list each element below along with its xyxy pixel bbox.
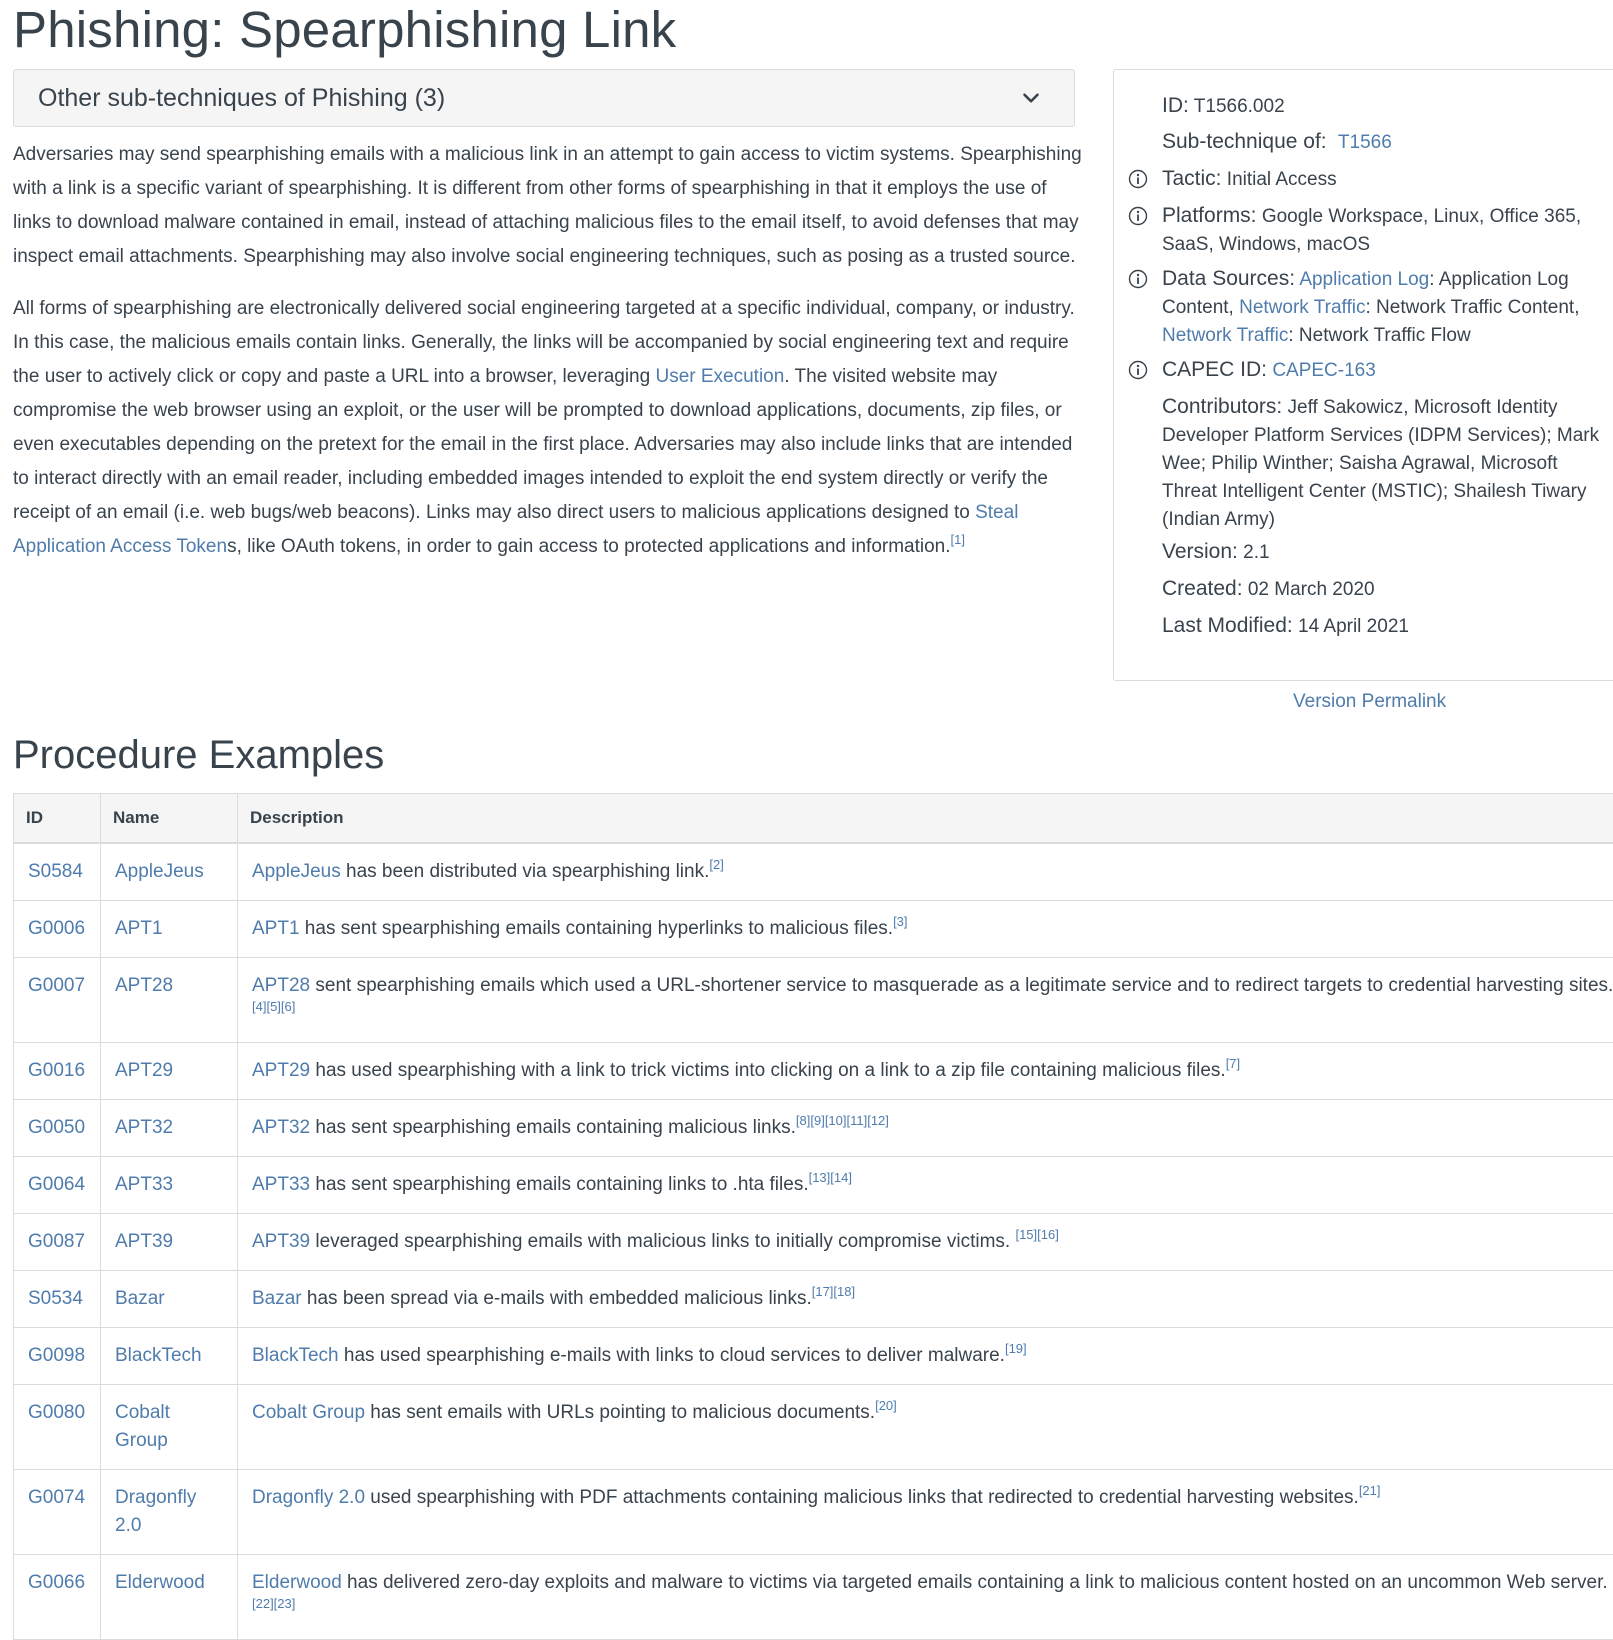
procedure-examples-heading: Procedure Examples [13, 733, 384, 778]
procedure-desc-text: has used spearphishing e-mails with links to cloud services to deliver malware. [339, 1345, 1005, 1366]
reference-link[interactable]: [2] [709, 857, 723, 872]
procedure-id-link[interactable]: S0584 [28, 861, 83, 882]
procedure-id-link[interactable]: G0098 [28, 1345, 85, 1366]
procedure-description-cell [238, 1470, 1613, 1555]
card-data-sources-row [1162, 265, 1602, 350]
table-row [14, 1328, 1613, 1385]
table-row [14, 1100, 1613, 1157]
steal-app-access-token-link[interactable]: Steal Application Access Token [13, 502, 1018, 557]
card-modified-row [1162, 612, 1602, 641]
procedure-description-cell [238, 1100, 1613, 1157]
card-version-value: 2.1 [1243, 542, 1269, 563]
chevron-down-icon [1018, 85, 1044, 111]
card-created-row [1162, 575, 1602, 604]
reference-link[interactable]: [20] [875, 1398, 897, 1413]
procedure-desc-link[interactable]: APT1 [252, 918, 300, 939]
procedure-id-cell [14, 1385, 101, 1470]
card-contributors-value: Jeff Sakowicz, Microsoft Identity Developer Platform Services (IDPM Services); Mark Wee; Philip Winther; Saisha Agrawal, Microsoft Threat Intelligent Center (MSTIC); Shailesh Tiwary (Indian Army) [1162, 397, 1599, 530]
card-capec-row [1162, 356, 1602, 385]
procedure-id-cell [14, 1100, 101, 1157]
procedure-name-link[interactable]: BlackTech [115, 1345, 202, 1366]
procedure-description-cell [238, 1385, 1613, 1470]
card-platforms-label: Platforms: [1162, 204, 1257, 227]
procedure-name-cell [101, 843, 238, 901]
table-row [14, 843, 1613, 901]
procedure-id-cell [14, 1470, 101, 1555]
data-source-link[interactable]: Application Log [1299, 269, 1429, 290]
procedure-name-cell [101, 1555, 238, 1640]
procedure-desc-link[interactable]: APT29 [252, 1060, 310, 1081]
parent-technique-link[interactable]: T1566 [1338, 132, 1392, 153]
procedure-name-cell [101, 1214, 238, 1271]
table-row [14, 1214, 1613, 1271]
procedure-name-cell [101, 958, 238, 1043]
card-version-label: Version: [1162, 540, 1238, 563]
card-tactic-value: Initial Access [1227, 169, 1337, 190]
other-subtechniques-label: Other sub-techniques of Phishing (3) [38, 84, 445, 113]
card-created-label: Created: [1162, 577, 1243, 600]
procedure-name-link[interactable]: Bazar [115, 1288, 165, 1309]
procedure-description-cell [238, 1157, 1613, 1214]
page-title: Phishing: Spearphishing Link [13, 0, 676, 59]
procedure-id-link[interactable]: G0050 [28, 1117, 85, 1138]
table-row [14, 1385, 1613, 1470]
user-execution-link[interactable]: User Execution [655, 366, 784, 387]
procedure-desc-link[interactable]: Cobalt Group [252, 1402, 365, 1423]
column-header-id[interactable]: ID [14, 794, 101, 844]
procedure-desc-text: has sent spearphishing emails containing hyperlinks to malicious files. [300, 918, 894, 939]
data-source-component: : Application Log Content, [1162, 269, 1569, 318]
procedure-desc-link[interactable]: AppleJeus [252, 861, 341, 882]
card-contributors-label: Contributors: [1162, 395, 1282, 418]
description-text: All forms of spearphishing are electronically delivered social engineering targeted at a specific individual, company, or industry. In this case, the malicious emails contain links. Generally, the links will be accompanied by social engineering text and require the user to actively click or copy and paste a URL into a browser, leveraging [13, 298, 1075, 387]
table-row [14, 1043, 1613, 1100]
procedure-name-link[interactable]: APT29 [115, 1060, 173, 1081]
procedure-desc-link[interactable]: APT32 [252, 1117, 310, 1138]
procedure-desc-text: has been distributed via spearphishing link. [341, 861, 710, 882]
procedure-name-cell [101, 1100, 238, 1157]
procedure-name-cell [101, 1271, 238, 1328]
column-header-description[interactable]: Description [238, 794, 1613, 844]
procedure-id-link[interactable]: G0074 [28, 1487, 85, 1508]
card-created-value: 02 March 2020 [1248, 579, 1375, 600]
procedure-desc-link[interactable]: APT39 [252, 1231, 310, 1252]
card-tactic-label: Tactic: [1162, 167, 1222, 190]
procedure-id-cell [14, 1555, 101, 1640]
capec-link[interactable]: CAPEC-163 [1272, 360, 1376, 381]
data-source-link[interactable]: Network Traffic [1239, 297, 1365, 318]
procedure-desc-link[interactable]: Bazar [252, 1288, 302, 1309]
reference-link[interactable]: [15][16] [1015, 1227, 1058, 1242]
card-version-row [1162, 538, 1602, 567]
procedure-id-cell [14, 1214, 101, 1271]
card-subtechnique-row [1162, 128, 1602, 157]
procedure-name-cell [101, 1328, 238, 1385]
procedure-name-link[interactable]: APT28 [115, 975, 173, 996]
data-source-component: : Network Traffic Flow [1288, 325, 1470, 346]
card-contributors-row [1162, 393, 1602, 534]
info-icon[interactable] [1128, 360, 1148, 380]
card-id-label: ID: [1162, 94, 1189, 117]
procedure-id-cell [14, 1271, 101, 1328]
procedure-name-link[interactable]: APT39 [115, 1231, 173, 1252]
procedure-desc-link[interactable]: APT33 [252, 1174, 310, 1195]
column-header-name[interactable]: Name [101, 794, 238, 844]
reference-link[interactable]: [19] [1005, 1341, 1027, 1356]
table-header-row [14, 794, 1613, 844]
procedure-desc-text: sent spearphishing emails which used a URL-shortener service to masquerade as a legitimate service and to redirect targets to credential harvesting sites. [310, 975, 1613, 996]
procedure-id-link[interactable]: G0087 [28, 1231, 85, 1252]
procedure-desc-text: has been spread via e-mails with embedded malicious links. [302, 1288, 812, 1309]
procedure-desc-link[interactable]: Dragonfly 2.0 [252, 1487, 365, 1508]
procedure-name-link[interactable]: APT32 [115, 1117, 173, 1138]
procedure-desc-text: used spearphishing with PDF attachments containing malicious links that redirected to credential harvesting websites. [365, 1487, 1359, 1508]
description-paragraph-2 [13, 292, 1088, 564]
description-text: . The visited website may compromise the web browser using an exploit, or the user will be prompted to download applications, documents, zip files, or even executables depending on the pretext for the email in the first place. Adversaries may also include links that are intended to interact directly with an email reader, including embedded images intended to exploit the end system directly or verify the receipt of an email (i.e. web bugs/web beacons). Links may also direct users to malicious applications designed to [13, 366, 1072, 523]
data-source-link[interactable]: Network Traffic [1162, 325, 1288, 346]
procedure-id-cell [14, 1157, 101, 1214]
reference-link[interactable]: [21] [1359, 1483, 1381, 1498]
reference-link[interactable]: [3] [893, 914, 907, 929]
info-icon[interactable] [1128, 206, 1148, 226]
procedure-id-link[interactable]: G0007 [28, 975, 85, 996]
card-data-sources-label: Data Sources: [1162, 267, 1295, 290]
procedure-desc-text: has used spearphishing with a link to trick victims into clicking on a link to a zip file containing malicious files. [310, 1060, 1226, 1081]
procedure-name-link[interactable]: Elderwood [115, 1572, 205, 1593]
procedure-name-cell [101, 901, 238, 958]
info-icon[interactable] [1128, 269, 1148, 289]
procedure-description-cell [238, 1271, 1613, 1328]
reference-link[interactable]: [7] [1226, 1056, 1240, 1071]
procedure-id-link[interactable]: G0064 [28, 1174, 85, 1195]
procedure-id-link[interactable]: S0534 [28, 1288, 83, 1309]
table-row [14, 1470, 1613, 1555]
procedure-name-cell [101, 1157, 238, 1214]
card-id-row [1162, 92, 1602, 121]
procedure-desc-text: leveraged spearphishing emails with malicious links to initially compromise victims. [310, 1231, 1015, 1252]
table-row [14, 1555, 1613, 1640]
procedure-description-cell [238, 1043, 1613, 1100]
procedure-desc-text: has delivered zero-day exploits and malware to victims via targeted emails containing a link to malicious content hosted on an uncommon Web server. [342, 1572, 1608, 1593]
procedure-name-link[interactable]: Cobalt Group [115, 1402, 170, 1451]
procedure-id-cell [14, 843, 101, 901]
reference-link[interactable]: [13][14] [809, 1170, 852, 1185]
reference-link[interactable]: [1] [951, 532, 965, 547]
info-icon[interactable] [1128, 169, 1148, 189]
description-paragraph-1: Adversaries may send spearphishing emails with a malicious link in an attempt to gain access to victim systems. Spearphishing with a link is a specific variant of spearphishing. It is different from other forms of spearphishing in that it employs the use of links to download malware contained in email, instead of attaching malicious files to the email itself, to avoid defenses that may inspect email attachments. Spearphishing may also involve social engineering techniques, such as posing as a trusted source. [13, 138, 1088, 274]
procedure-description-cell [238, 843, 1613, 901]
procedure-id-cell [14, 958, 101, 1043]
card-subtechnique-label: Sub-technique of: [1162, 130, 1327, 153]
table-row [14, 958, 1613, 1043]
procedure-description-cell [238, 901, 1613, 958]
card-modified-value: 14 April 2021 [1298, 616, 1409, 637]
card-capec-label: CAPEC ID: [1162, 358, 1267, 381]
technique-description [13, 138, 1088, 582]
procedure-desc-link[interactable]: APT28 [252, 975, 310, 996]
procedure-desc-link[interactable]: Elderwood [252, 1572, 342, 1593]
procedure-id-link[interactable]: G0066 [28, 1572, 85, 1593]
card-platforms-value: Google Workspace, Linux, Office 365, SaaS, Windows, macOS [1162, 206, 1581, 255]
procedure-name-cell [101, 1385, 238, 1470]
procedure-description-cell [238, 958, 1613, 1043]
procedure-desc-text: has sent emails with URLs pointing to malicious documents. [365, 1402, 875, 1423]
table-row [14, 901, 1613, 958]
card-id-value: T1566.002 [1194, 96, 1285, 117]
reference-link[interactable]: [22][23] [252, 1596, 295, 1611]
procedure-name-cell [101, 1043, 238, 1100]
procedure-name-link[interactable]: AppleJeus [115, 861, 204, 882]
procedure-examples-table [13, 793, 1613, 1640]
table-row [14, 1271, 1613, 1328]
data-source-component: : Network Traffic Content, [1365, 297, 1579, 318]
procedure-name-link[interactable]: Dragonfly 2.0 [115, 1487, 196, 1536]
reference-link[interactable]: [17][18] [812, 1284, 855, 1299]
other-subtechniques-dropdown[interactable] [13, 69, 1075, 127]
procedure-id-link[interactable]: G0016 [28, 1060, 85, 1081]
procedure-id-cell [14, 1328, 101, 1385]
reference-link[interactable]: [8][9][10][11][12] [796, 1113, 889, 1128]
procedure-desc-text: has sent spearphishing emails containing links to .hta files. [310, 1174, 809, 1195]
version-permalink[interactable]: Version Permalink [1293, 691, 1446, 713]
procedure-description-cell [238, 1214, 1613, 1271]
technique-info-card [1113, 69, 1613, 681]
procedure-name-link[interactable]: APT33 [115, 1174, 173, 1195]
description-text: s, like OAuth tokens, in order to gain access to protected applications and information. [227, 536, 950, 557]
procedure-id-link[interactable]: G0006 [28, 918, 85, 939]
procedure-desc-text: has sent spearphishing emails containing malicious links. [310, 1117, 796, 1138]
table-row [14, 1157, 1613, 1214]
procedure-name-link[interactable]: APT1 [115, 918, 163, 939]
procedure-id-cell [14, 901, 101, 958]
card-tactic-row [1162, 165, 1602, 194]
procedure-desc-link[interactable]: BlackTech [252, 1345, 339, 1366]
procedure-description-cell [238, 1555, 1613, 1640]
procedure-name-cell [101, 1470, 238, 1555]
procedure-id-cell [14, 1043, 101, 1100]
procedure-description-cell [238, 1328, 1613, 1385]
procedure-id-link[interactable]: G0080 [28, 1402, 85, 1423]
card-modified-label: Last Modified: [1162, 614, 1293, 637]
card-platforms-row [1162, 202, 1602, 259]
reference-link[interactable]: [4][5][6] [252, 999, 295, 1014]
